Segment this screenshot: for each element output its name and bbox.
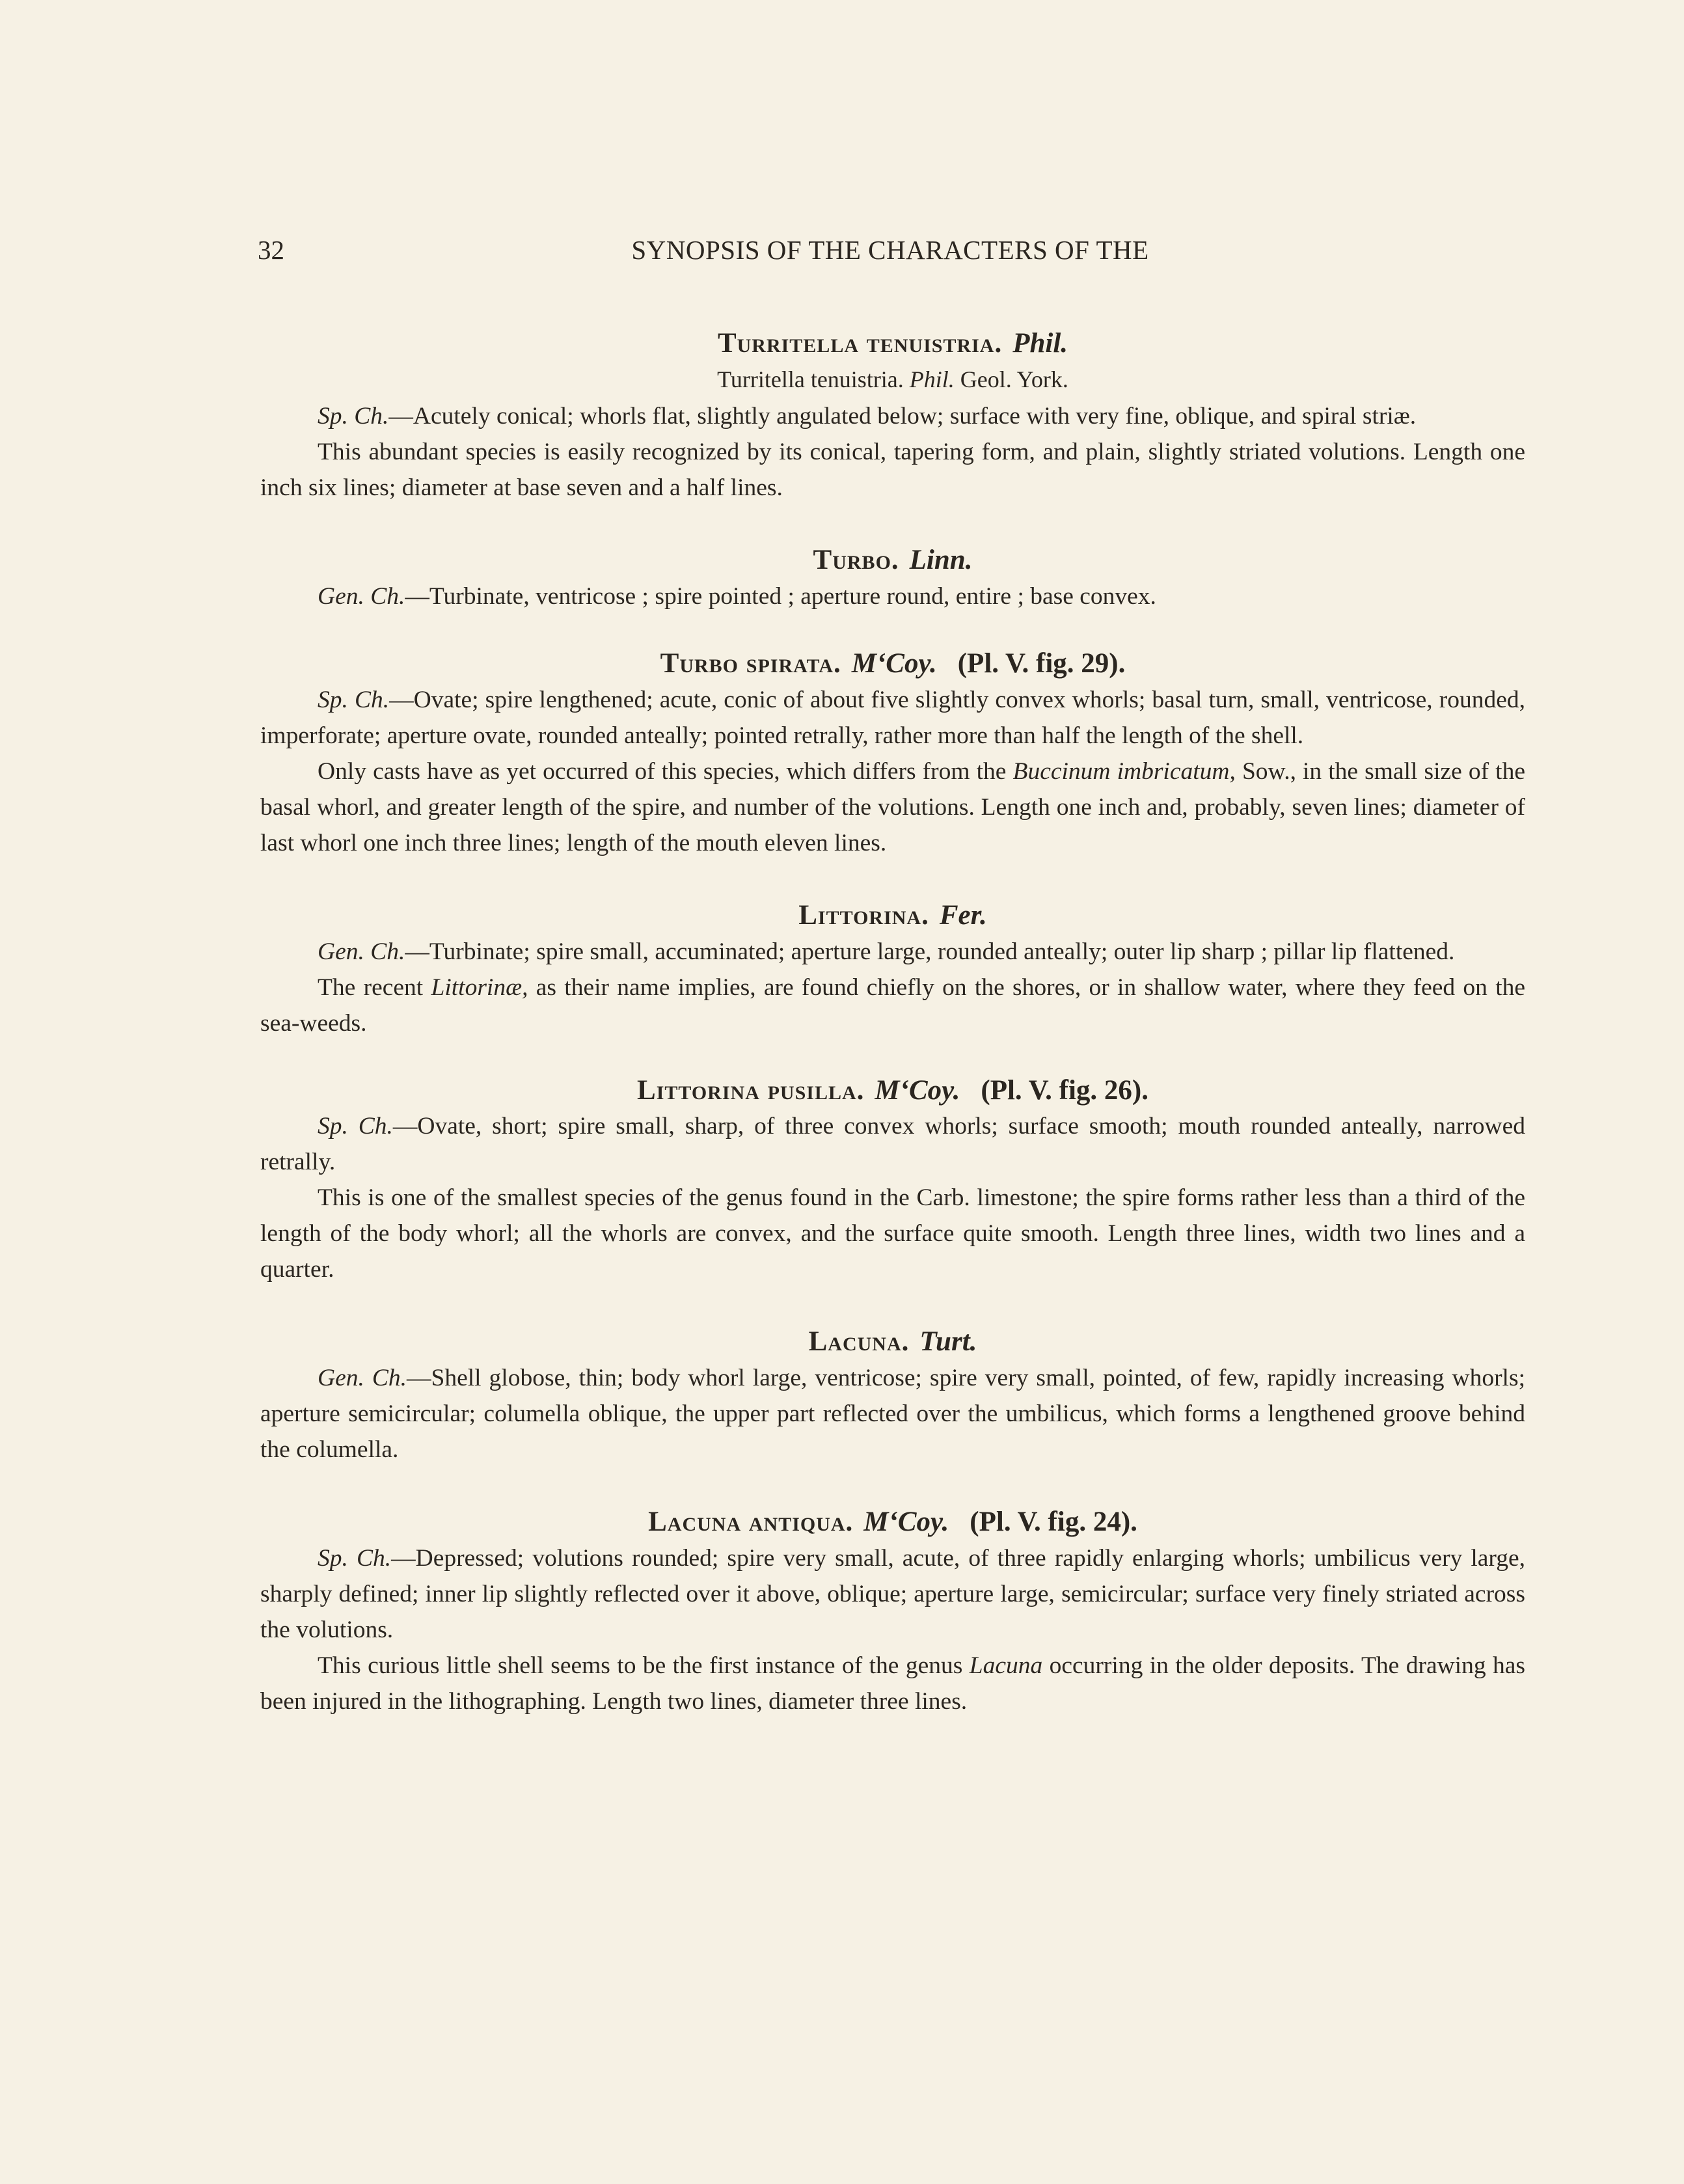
plate-reference: (Pl. V. fig. 26). [981,1074,1148,1106]
paragraph-lead: Sp. Ch. [318,402,389,430]
description-paragraph [260,434,1525,506]
genus-heading [260,1324,1525,1360]
taxon-author: Linn. [909,544,973,575]
description-paragraph [260,1180,1525,1287]
paragraph-lead: Gen. Ch. [318,1365,407,1392]
paragraph-text: —Acutely conical; whorls flat, slightly angulated below; surface with very fine, oblique, and spiral striæ. [388,402,1417,430]
species-heading [260,1504,1525,1540]
paragraph-lead: Sp. Ch. [318,686,390,713]
synonym-name: Turritella tenuistria. [717,366,904,392]
paragraph-text: —Turbinate, ventricose ; spire pointed ; aperture round, entire ; base convex. [405,582,1156,610]
character-paragraph [260,1108,1525,1180]
taxon-author: M‘Coy. [851,648,937,679]
paragraph-text-post: occurring in the older deposits. The drawing has been injured in the lithographing. Length two lines, diameter three lines. [260,1652,1525,1715]
character-paragraph [260,1540,1525,1648]
species-heading [260,646,1525,682]
paragraph-text: This is one of the smallest species of the genus found in the Carb. limestone; the spire forms rather less than a third of the length of the body whorl; all the whorls are convex, and the surface quite smooth. Length three lines, width two lines and a quarter. [260,1184,1525,1283]
genus-heading [260,897,1525,934]
paragraph-text: —Depressed; volutions rounded; spire very small, acute, of three rapidly enlarging whorls; umbilicus very large, sharply defined; inner lip slightly reflected over it above, oblique; aperture large, semicircular; surface very finely striated across the volutions. [260,1545,1526,1644]
paragraph-text-pre: Only casts have as yet occurred of this species, which differs from the [318,758,1013,785]
page-number: 32 [258,235,284,265]
taxon-author: Phil. [1012,328,1068,359]
character-paragraph [260,682,1525,754]
taxon-name: Turbo spirata. [660,648,841,679]
running-head [258,234,1523,273]
taxon-name: Turritella tenuistria. [717,328,1003,359]
taxon-author: Turt. [919,1326,977,1358]
plate-reference: (Pl. V. fig. 29). [957,648,1126,679]
paragraph-text-italic: Lacuna [969,1652,1043,1680]
paragraph-text-italic: Littorinæ, [431,974,528,1001]
paragraph-lead: Sp. Ch. [318,1113,393,1140]
taxon-name: Lacuna. [808,1326,910,1358]
paragraph-text-post: as their name implies, are found chiefly on the shores, or in shallow water, where they feed on the sea-weeds. [260,974,1526,1037]
character-paragraph [260,934,1525,970]
character-paragraph [260,579,1525,614]
paragraph-text: This abundant species is easily recognized by its conical, tapering form, and plain, slightly striated volutions. Length one inch six lines; diameter at base seven and a half lines. [260,438,1525,501]
species-heading [260,325,1525,362]
running-title: SYNOPSIS OF THE CHARACTERS OF THE [631,235,1149,265]
taxon-name: Turbo. [813,544,899,575]
synonym-reference [260,366,1525,393]
taxon-name: Lacuna antiqua. [648,1507,854,1538]
character-paragraph [260,398,1525,434]
paragraph-text-post: Sow., in the small size of the basal whorl, and greater length of the spire, and number of the volutions. Length one inch and, probably, seven lines; diameter of last whorl one inch three lines; length of the mouth eleven lines. [260,758,1525,856]
character-paragraph [260,1360,1525,1467]
description-paragraph [260,970,1525,1041]
paragraph-lead: Sp. Ch. [318,1545,392,1572]
plate-reference: (Pl. V. fig. 24). [970,1507,1137,1538]
page-content [260,325,1525,1719]
paragraph-text: —Ovate; spire lengthened; acute, conic of about five slightly convex whorls; basal turn, small, ventricose, rounded, imperforate; aperture ovate, rounded anteally; pointed retrally, rather more than half the length of the shell. [260,686,1525,749]
paragraph-text-italic: Buccinum imbricatum, [1012,758,1236,785]
description-paragraph [260,754,1525,861]
synonym-source: Geol. York. [960,366,1068,392]
taxon-author: M‘Coy. [875,1074,960,1106]
taxon-name: Littorina pusilla. [637,1074,865,1106]
taxon-author: M‘Coy. [863,1507,949,1538]
synonym-author: Phil. [909,366,955,392]
description-paragraph [260,1648,1525,1719]
paragraph-text-pre: The recent [318,974,431,1001]
paragraph-text: —Turbinate; spire small, accuminated; aperture large, rounded anteally; outer lip sharp ; pillar lip flattened. [405,938,1455,965]
paragraph-text-pre: This curious little shell seems to be the first instance of the genus [318,1652,970,1680]
taxon-name: Littorina. [798,899,929,931]
genus-heading [260,542,1525,579]
paragraph-lead: Gen. Ch. [318,938,405,965]
species-heading [260,1072,1525,1109]
paragraph-text: —Shell globose, thin; body whorl large, ventricose; spire very small, pointed, of few, rapidly increasing whorls; aperture semicircular; columella oblique, the upper part reflected over the umbilicus, which forms a lengthened groove behind the columella. [260,1365,1525,1464]
paragraph-text: —Ovate, short; spire small, sharp, of three convex whorls; surface smooth; mouth rounded anteally, narrowed retrally. [260,1113,1526,1176]
paragraph-lead: Gen. Ch. [318,582,405,610]
taxon-author: Fer. [939,899,987,931]
